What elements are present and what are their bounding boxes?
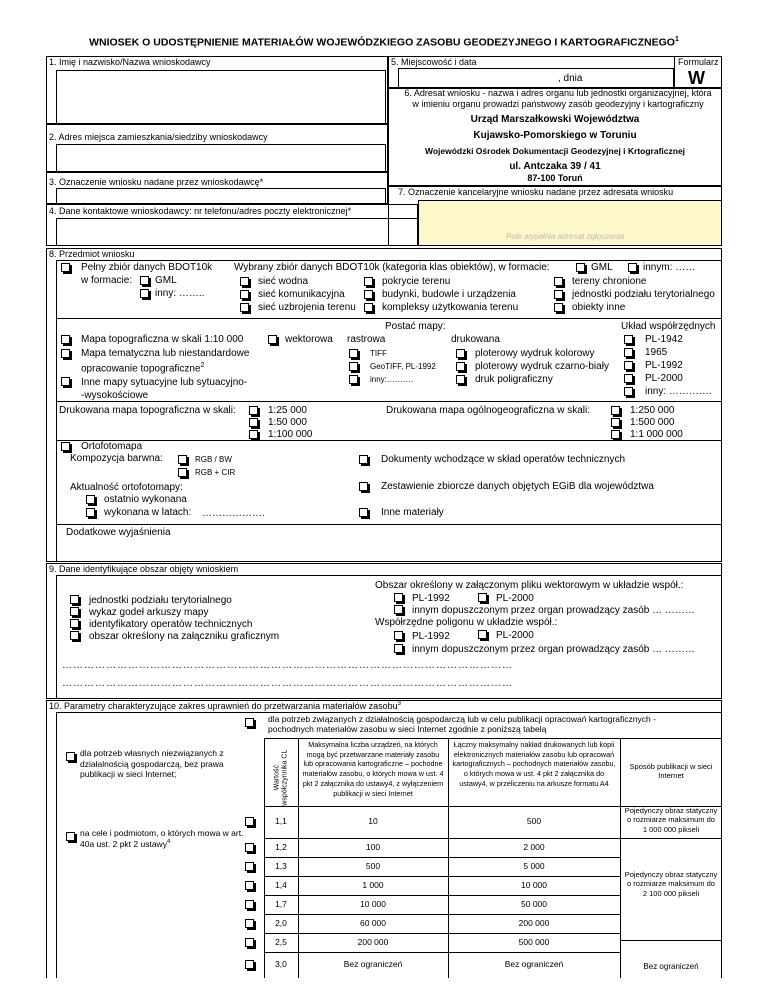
print-volume-cell: 500 xyxy=(526,816,542,826)
section-5-label: 5. Miejscowość i data xyxy=(391,57,477,67)
dokumenty-label: Dokumenty wchodzące w skład operatów technicznych xyxy=(381,454,626,465)
area-opt4-checkbox[interactable] xyxy=(70,631,79,640)
inny-raster-label: inny:………. xyxy=(370,375,414,384)
mapa-tem-label-2 xyxy=(81,362,204,375)
selected-gml-checkbox[interactable] xyxy=(576,263,585,272)
col-max-header: Maksymalna liczba urządzeń, na których mogą być przetwarzane materiały zasobu lub opracowania kartograficzne – pochodne materiałów zasobu, o których mowa w ust. 4 pkt 2 załącznika do ustawy4, z wyłączeniem publikacji w sieci Internet xyxy=(302,740,444,798)
mapa-tem-label-2-text: opracowanie topograficzne xyxy=(81,363,201,375)
print-volume-cell: 500 000 xyxy=(518,936,550,947)
skala-50000-checkbox[interactable] xyxy=(249,418,258,427)
table-col-line xyxy=(620,738,621,978)
table-row-line xyxy=(264,838,620,839)
orto-checkbox[interactable] xyxy=(61,442,70,451)
cl-value-cell: 2,0 xyxy=(275,917,287,928)
divider xyxy=(56,318,722,319)
siec-wodna-checkbox[interactable] xyxy=(240,277,249,286)
rgbcir-label: RGB + CIR xyxy=(195,468,236,477)
full-bdot-other-label xyxy=(155,288,204,300)
print-volume-cell: Bez ograniczeń xyxy=(504,959,564,969)
cele-footnote: 4 xyxy=(166,838,171,845)
gosp-label-1: dla potrzeb związanych z działalnością gospodarczą lub w celu publikacji opracowań kartograficznych - xyxy=(268,714,656,724)
max-devices-cell: 10 xyxy=(368,816,378,826)
full-bdot-label: Pełny zbiór danych BDOT10k xyxy=(81,262,213,273)
cl-row-checkbox[interactable] xyxy=(245,881,254,890)
area-opt1-checkbox[interactable] xyxy=(70,595,79,604)
y1965-label: 1965 xyxy=(645,347,668,358)
ostatnio-label: ostatnio wykonana xyxy=(104,494,187,505)
table-row-line xyxy=(264,895,620,896)
table-row-line xyxy=(264,952,620,953)
section-8-label: 8. Przedmiot wniosku xyxy=(49,249,135,259)
full-bdot-other-dots: …….. xyxy=(178,288,205,299)
full-bdot-other-checkbox[interactable] xyxy=(140,289,149,298)
cl-row-checkbox[interactable] xyxy=(245,960,254,969)
area-opt2-checkbox[interactable] xyxy=(70,607,79,616)
pol-innym-text: innym dopuszczonym przez organ prowadzący zasób … xyxy=(412,644,663,655)
skala-250000-label: 1:250 000 xyxy=(630,405,675,416)
max-devices-cell: 100 xyxy=(365,841,381,852)
print-volume-cell: 5 000 xyxy=(523,860,545,871)
skala-500000-label: 1:500 000 xyxy=(630,417,675,428)
mapa-tem-label-1: Mapa tematyczna lub niestandardowe xyxy=(81,348,250,359)
addressee-line2: Kujawsko-Pomorskiego w Toruniu xyxy=(473,130,637,141)
tiff-label: TIFF xyxy=(370,349,387,358)
cele-checkbox[interactable] xyxy=(66,832,75,841)
inne-mapy-label-2: -wysokościowe xyxy=(81,390,149,401)
orto-label: Ortofotomapa xyxy=(81,441,143,452)
print-volume-cell: 10 000 xyxy=(521,879,547,890)
applicant-reference-field[interactable] xyxy=(56,188,386,204)
table-row-line xyxy=(264,914,620,915)
col-cl-header-text: Wartość współczynnika CL xyxy=(273,749,288,806)
max-devices-cell: Bez ograniczeń xyxy=(343,959,403,969)
rgbcir-checkbox[interactable] xyxy=(178,468,187,477)
formularz-label: Formularz xyxy=(678,57,719,67)
pl1992-checkbox[interactable] xyxy=(624,361,633,370)
zestawienie-checkbox[interactable] xyxy=(359,482,368,491)
siec-wodna-label: sieć wodna xyxy=(258,276,309,287)
selected-other-checkbox[interactable] xyxy=(628,263,637,272)
cl-value-cell: 1,7 xyxy=(275,898,287,909)
postac-label: Postać mapy: xyxy=(385,321,446,332)
ostatnio-checkbox[interactable] xyxy=(86,495,95,504)
table-row-line xyxy=(264,857,620,858)
tereny-checkbox[interactable] xyxy=(554,277,563,286)
gosp-checkbox[interactable] xyxy=(245,718,254,727)
inne-mat-label: Inne materiały xyxy=(381,507,444,518)
formularz-code: W xyxy=(688,68,705,88)
pl1942-label: PL-1942 xyxy=(645,334,683,345)
pub1-cell: Pojedynczy obraz statyczny o rozmiarze maksimum do 1 000 000 pikseli xyxy=(624,806,718,834)
divider xyxy=(56,401,722,402)
selected-bdot-label: Wybrany zbiór danych BDOT10k (kategoria klas obiektów), w formacie: xyxy=(234,262,550,273)
ploter-cz-checkbox[interactable] xyxy=(456,362,465,371)
form-title-footnote: 1 xyxy=(674,36,679,43)
full-bdot-format-label: w formacie: xyxy=(81,275,133,286)
cl-value-cell: 2,5 xyxy=(275,936,287,947)
jednostki-label: jednostki podziału terytorialnego xyxy=(572,289,715,300)
geotiff-checkbox[interactable] xyxy=(349,362,358,371)
siec-kom-checkbox[interactable] xyxy=(240,290,249,299)
selected-other-label xyxy=(643,262,695,274)
cl-value-cell: 1,2 xyxy=(275,841,287,852)
cl-value-cell: 1,4 xyxy=(275,879,287,890)
siec-kom-label: sieć komunikacyjna xyxy=(258,289,345,300)
cl-value-cell: 1,1 xyxy=(275,816,287,826)
addressee-line1: Urząd Marszałkowski Województwa xyxy=(470,114,640,125)
aktualnosc-label: Aktualność ortofotomapy: xyxy=(70,482,183,493)
section-6-label: 6. Adresat wniosku - nazwa i adres organu lub jednostki organizacyjnej, która w imieniu organu prowadzi państwowy zasób geodezyjny i kartograficzny xyxy=(404,88,712,110)
table-row-line xyxy=(620,838,722,839)
full-bdot-checkbox[interactable] xyxy=(61,263,70,272)
geotiff-label: GeoTIFF, PL-1992 xyxy=(370,362,436,371)
max-devices-cell: 500 xyxy=(365,860,381,871)
pokrycie-checkbox[interactable] xyxy=(364,277,373,286)
rgb-checkbox[interactable] xyxy=(178,455,187,464)
obszar-plik-label: Obszar określony w załączonym pliku wektorowym w układzie współ.: xyxy=(375,580,684,591)
inne-mapy-label-1: Inne mapy sytuacyjne lub sytuacyjno- xyxy=(81,377,248,388)
inny-uklad-label: inny: …………. xyxy=(645,386,712,397)
table-row-line xyxy=(620,940,722,941)
pokrycie-label: pokrycie terenu xyxy=(382,276,451,287)
inne-mapy-checkbox[interactable] xyxy=(61,377,70,386)
inny-raster-checkbox[interactable] xyxy=(349,375,358,384)
mapa-topo-checkbox[interactable] xyxy=(61,335,70,344)
skala-1000000-label: 1:1 000 000 xyxy=(630,429,683,440)
divider xyxy=(56,524,722,525)
print-volume-cell: 2 000 xyxy=(523,841,545,852)
inne-mat-checkbox[interactable] xyxy=(359,508,368,517)
max-devices-cell: 10 000 xyxy=(360,898,386,909)
section-10-label-text: 10. Parametry charakteryzujące zakres uprawnień do przetwarzania materiałów zasobu xyxy=(49,701,398,711)
area-opt3-checkbox[interactable] xyxy=(70,619,79,628)
cl-row-checkbox[interactable] xyxy=(245,919,254,928)
skala-500000-checkbox[interactable] xyxy=(611,418,620,427)
cl-row-checkbox[interactable] xyxy=(245,938,254,947)
print-volume-cell: 200 000 xyxy=(518,917,550,928)
form-title-text: WNIOSEK O UDOSTĘPNIENIE MATERIAŁÓW WOJEWÓDZKIEGO ZASOBU GEODEZYJNEGO I KARTOGRAFICZNEGO xyxy=(89,36,675,49)
siec-uzb-label: sieć uzbrojenia terenu xyxy=(258,302,356,313)
uklad-label: Układ współrzędnych xyxy=(621,321,716,332)
applicant-name-field[interactable] xyxy=(56,70,386,124)
col-naklad-header: Łączny maksymalny nakład drukowanych lub kopii elektronicznych materiałów zasobu lub opracowań kartograficznych – pochodnych materiałów zasobu, o których mowa w ust. 4 pkt 2 załącznika do ustawy4, w przeliczeniu na arkusze formatu A4 xyxy=(452,740,616,788)
pol-innym-checkbox[interactable] xyxy=(394,644,403,653)
tereny-label: tereny chronione xyxy=(572,276,647,287)
druk-ogol-label: Drukowana mapa ogólnogeograficzna w skali: xyxy=(386,405,591,416)
skala-100000-checkbox[interactable] xyxy=(249,430,258,439)
section-10-label xyxy=(49,701,401,712)
section-4-label: 4. Dane kontaktowe wnioskodawcy: nr telefonu/adres poczty elektronicznej* xyxy=(49,206,352,216)
wykonana-dots: ………………. xyxy=(202,508,265,519)
pol-pl2000-checkbox[interactable] xyxy=(478,630,487,639)
area-opt1-label: jednostki podziału terytorialnego xyxy=(89,595,232,606)
contact-details-field[interactable] xyxy=(56,218,418,246)
obiekty-checkbox[interactable] xyxy=(554,303,563,312)
plik-innym-text: innym dopuszczonym przez organ prowadzący zasób … xyxy=(412,605,663,616)
section-1-label: 1. Imię i nazwisko/Nazwa wnioskodawcy xyxy=(49,57,211,67)
pl1992-label: PL-1992 xyxy=(645,360,683,371)
kompleksy-label: kompleksy użytkowania terenu xyxy=(382,302,519,313)
pl2000-label: PL-2000 xyxy=(645,373,683,384)
kompozycja-label: Kompozycja barwna: xyxy=(70,453,163,464)
selected-other-text: innym: xyxy=(643,262,673,273)
cl-row-checkbox[interactable] xyxy=(245,817,254,826)
pl1942-checkbox[interactable] xyxy=(624,335,633,344)
siec-uzb-checkbox[interactable] xyxy=(240,303,249,312)
cl-row-checkbox[interactable] xyxy=(245,862,254,871)
section-7-label: 7. Oznaczenie kancelaryjne wniosku nadane przez adresata wniosku xyxy=(398,187,674,197)
wsp-poligonu-label: Współrzędne poligonu w układzie współ.: xyxy=(375,617,558,628)
pol-innym-dots: ……… xyxy=(664,644,695,655)
date-suffix: , dnia xyxy=(558,73,583,84)
pol-innym-label xyxy=(412,644,695,656)
plik-pl1992-label: PL-1992 xyxy=(412,593,450,604)
druk-pol-label: druk poligraficzny xyxy=(475,374,553,385)
max-devices-cell: 60 000 xyxy=(360,917,386,928)
addressee-line3: Wojewódzki Ośrodek Dokumentacji Geodezyjnej i Krtograficznej xyxy=(424,146,686,156)
inny-uklad-checkbox[interactable] xyxy=(624,387,633,396)
budynki-label: budynki, budowle i urządzenia xyxy=(382,289,516,300)
section-10-footnote: 3 xyxy=(397,701,402,707)
plik-innym-dots: ……… xyxy=(664,605,695,616)
jednostki-checkbox[interactable] xyxy=(554,290,563,299)
full-bdot-gml-label: GML xyxy=(155,275,177,286)
mapa-tem-checkbox[interactable] xyxy=(61,349,70,358)
cl-value-cell: 3,0 xyxy=(275,959,287,969)
area-opt4-label: obszar określony na załączniku graficznym xyxy=(89,631,280,642)
pl2000-checkbox[interactable] xyxy=(624,374,633,383)
pub3-cell: Bez ograniczeń xyxy=(643,962,699,971)
pol-pl2000-label: PL-2000 xyxy=(496,630,534,641)
cele-label-text: na cele i podmiotom, o których mowa w art. 40a ust. 2 pkt 2 ustawy xyxy=(80,828,244,849)
table-row-line xyxy=(264,933,620,934)
wektorowa-checkbox[interactable] xyxy=(268,335,277,344)
full-bdot-gml-checkbox[interactable] xyxy=(140,276,149,285)
max-devices-cell: 200 000 xyxy=(357,936,389,947)
selected-gml-label: GML xyxy=(591,262,613,273)
gosp-label-2: pochodnych materiałów zasobu w sieci Internet zgodnie z poniższą tabelą xyxy=(268,724,547,734)
col-sposob-header: Sposób publikacji w sieci Internet xyxy=(629,762,713,781)
pol-pl1992-label: PL-1992 xyxy=(412,631,450,642)
kompleksy-checkbox[interactable] xyxy=(364,303,373,312)
applicant-address-field[interactable] xyxy=(56,144,386,172)
plik-pl2000-checkbox[interactable] xyxy=(478,593,487,602)
skala-1000000-checkbox[interactable] xyxy=(611,430,620,439)
zestawienie-label: Zestawienie zbiorcze danych objętych EGiB dla województwa xyxy=(381,481,654,492)
skala-100000-label: 1:100 000 xyxy=(268,429,313,440)
cl-row-checkbox[interactable] xyxy=(245,843,254,852)
area-opt3-label: identyfikatory operatów technicznych xyxy=(89,619,253,630)
place-date-field[interactable] xyxy=(398,68,674,88)
skala-250000-checkbox[interactable] xyxy=(611,406,620,415)
ploter-kolor-checkbox[interactable] xyxy=(456,349,465,358)
wlasne-checkbox[interactable] xyxy=(66,752,75,761)
skala-25000-label: 1:25 000 xyxy=(268,405,307,416)
budynki-checkbox[interactable] xyxy=(364,290,373,299)
wektorowa-label: wektorowa xyxy=(285,334,333,345)
dodatkowe-field[interactable] xyxy=(56,540,722,562)
mapa-tem-footnote: 2 xyxy=(200,362,205,369)
section-3-label: 3. Oznaczenie wniosku nadane przez wnioskodawcę* xyxy=(49,177,264,187)
mapa-topo-label: Mapa topograficzna w skali 1:10 000 xyxy=(81,334,244,345)
druk-topo-label: Drukowana mapa topograficzna w skali: xyxy=(59,405,236,416)
plik-pl2000-label: PL-2000 xyxy=(496,593,534,604)
y1965-checkbox[interactable] xyxy=(624,348,633,357)
dots-line-2: …………………………………………………………………………………………………………… xyxy=(62,678,513,689)
table-row-line xyxy=(264,876,620,877)
full-bdot-other-text: inny: xyxy=(155,288,177,299)
wykonana-checkbox[interactable] xyxy=(86,508,95,517)
pub2-cell: Pojedynczy obraz statyczny o rozmiarze maksimum do 2 100 000 pikseli xyxy=(624,870,718,898)
skala-50000-label: 1:50 000 xyxy=(268,417,307,428)
cl-row-checkbox[interactable] xyxy=(245,900,254,909)
ploter-cz-label: ploterowy wydruk czarno-biały xyxy=(475,361,609,372)
wykonana-label: wykonana w latach: xyxy=(104,507,192,518)
dodatkowe-label: Dodatkowe wyjaśnienia xyxy=(66,527,171,538)
plik-innym-label xyxy=(412,605,695,617)
office-hint: Pole wypełnia adresat zgłoszenia xyxy=(506,232,625,241)
rastrowa-label: rastrowa xyxy=(347,334,386,345)
section-2-label: 2. Adres miejsca zamieszkania/siedziby wnioskodawcy xyxy=(49,132,268,142)
rgb-label: RGB / BW xyxy=(195,455,232,464)
pol-pl1992-checkbox[interactable] xyxy=(394,631,403,640)
ploter-kolor-label: ploterowy wydruk kolorowy xyxy=(475,348,595,359)
form-title xyxy=(0,36,768,49)
cl-value-cell: 1,3 xyxy=(275,860,287,871)
selected-other-dots: …… xyxy=(675,262,696,273)
dokumenty-checkbox[interactable] xyxy=(359,455,368,464)
print-volume-cell: 50 000 xyxy=(521,898,547,909)
tiff-checkbox[interactable] xyxy=(349,349,358,358)
section-9-label: 9. Dane identyfikujące obszar objęty wnioskiem xyxy=(49,564,239,574)
plik-innym-checkbox[interactable] xyxy=(394,605,403,614)
skala-25000-checkbox[interactable] xyxy=(249,406,258,415)
plik-pl1992-checkbox[interactable] xyxy=(394,593,403,602)
addressee-line5: 87-100 Toruń xyxy=(527,173,583,183)
addressee-line4: ul. Antczaka 39 / 41 xyxy=(509,161,601,172)
area-opt2-label: wykaz godeł arkuszy mapy xyxy=(89,607,209,618)
dots-line-1: …………………………………………………………………………………………………………… xyxy=(62,660,513,671)
druk-pol-checkbox[interactable] xyxy=(456,375,465,384)
divider xyxy=(56,440,722,441)
cele-label xyxy=(80,828,246,849)
wlasne-label: dla potrzeb własnych niezwiązanych z działalnością gospodarczą, bez prawa publikacji w sieci Internet; xyxy=(80,748,224,780)
obiekty-label: obiekty inne xyxy=(572,302,626,313)
drukowana-label: drukowana xyxy=(451,334,500,345)
max-devices-cell: 1 000 xyxy=(362,879,384,890)
